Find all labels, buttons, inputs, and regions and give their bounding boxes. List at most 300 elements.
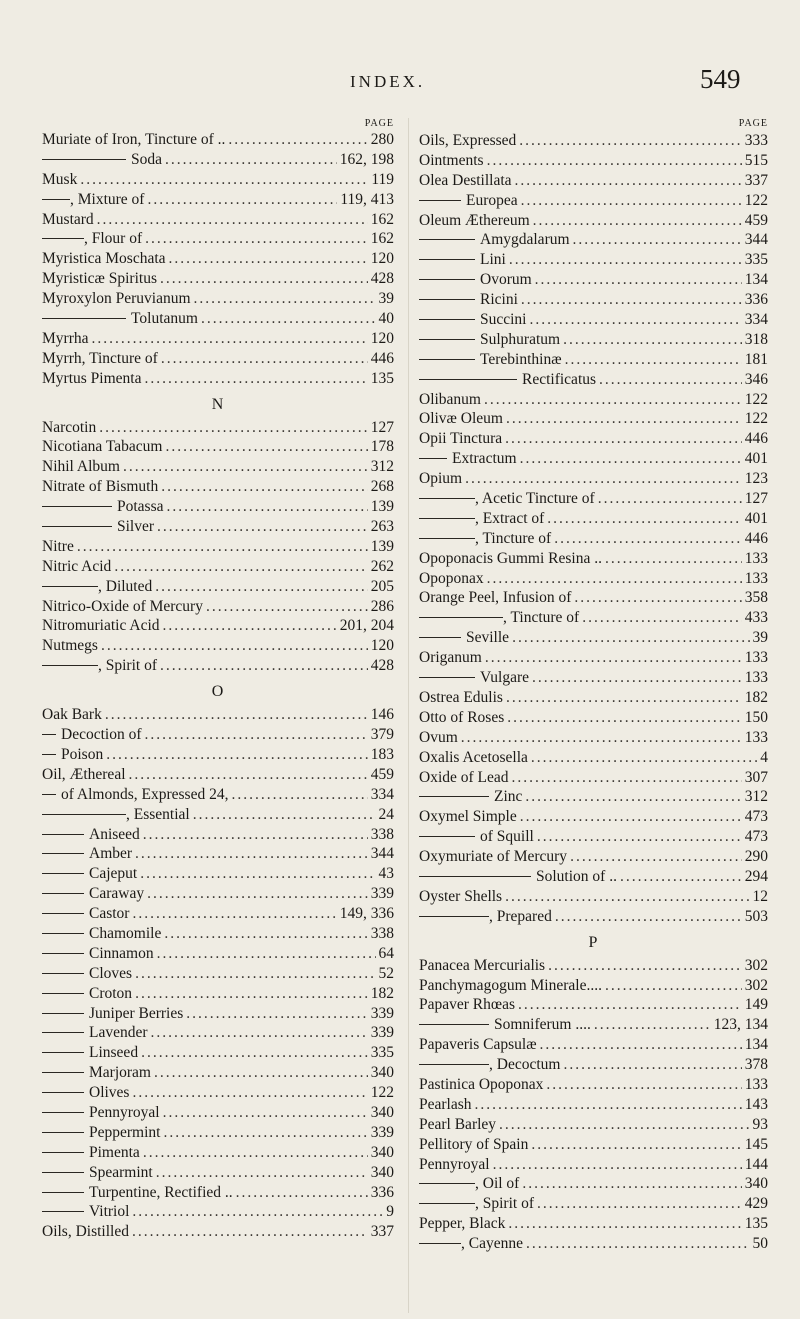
- ditto-rule: [42, 913, 84, 914]
- index-entry: [419, 668, 768, 688]
- dot-leader: [228, 130, 367, 150]
- entry-pages: 146: [370, 706, 394, 724]
- entry-term: Decoction of: [61, 726, 142, 744]
- entry-pages: 149, 336: [339, 905, 394, 923]
- dot-leader: [533, 211, 742, 231]
- dot-leader: [507, 708, 742, 728]
- ditto-rule: [419, 299, 475, 300]
- ditto-rule: [42, 993, 84, 994]
- index-entry: [419, 1135, 768, 1155]
- ditto-rule: [419, 836, 475, 837]
- dot-leader: [145, 229, 368, 249]
- entry-pages: 473: [744, 828, 768, 846]
- entry-pages: 262: [370, 557, 394, 575]
- entry-term: Amber: [89, 845, 133, 863]
- entry-pages: 12: [752, 887, 768, 905]
- ditto-rule: [42, 159, 126, 160]
- index-entry: [419, 1194, 768, 1214]
- entry-term: Castor: [89, 905, 130, 923]
- dot-leader: [548, 956, 742, 976]
- entry-pages: 312: [744, 788, 768, 806]
- entry-term: Ricini: [480, 291, 518, 309]
- entry-term: Opium: [419, 470, 463, 488]
- entry-pages: 43: [378, 865, 394, 883]
- page-column-heading: PAGE: [738, 118, 768, 129]
- entry-pages: 268: [370, 478, 394, 496]
- dot-leader: [547, 509, 741, 529]
- entry-pages: 162: [370, 210, 394, 228]
- ditto-rule: [419, 876, 531, 877]
- entry-term: Oil, Æthereal: [42, 765, 126, 783]
- ditto-rule: [42, 506, 112, 507]
- ditto-rule: [42, 526, 112, 527]
- entry-term: Turpentine, Rectified ..: [89, 1183, 233, 1201]
- entry-term: Cajeput: [89, 865, 138, 883]
- ditto-rule: [42, 1152, 84, 1153]
- index-entry: [419, 469, 768, 489]
- section-letter: P: [588, 933, 599, 951]
- index-entry: [42, 130, 394, 150]
- entry-pages: 337: [744, 171, 768, 189]
- entry-pages: 401: [744, 509, 768, 527]
- entry-pages: 358: [744, 589, 768, 607]
- dot-leader: [135, 844, 368, 864]
- entry-term: , Oil of: [475, 1175, 520, 1193]
- index-entry: [419, 370, 768, 390]
- entry-pages: 135: [370, 369, 394, 387]
- entry-term: Nitrico-Oxide of Mercury: [42, 597, 203, 615]
- entry-pages: 93: [752, 1115, 768, 1133]
- entry-term: Opoponax: [419, 569, 484, 587]
- index-entry: [419, 588, 768, 608]
- index-entry: [419, 191, 768, 211]
- index-entry: [419, 867, 768, 887]
- entry-pages: 133: [744, 1075, 768, 1093]
- index-entry: [42, 210, 394, 230]
- entry-term: Chamomile: [89, 924, 162, 942]
- entry-pages: 122: [744, 191, 768, 209]
- dot-leader: [140, 864, 375, 884]
- ditto-rule: [419, 319, 475, 320]
- entry-term: Lini: [480, 251, 506, 269]
- dot-leader: [132, 1222, 368, 1242]
- ditto-rule: [42, 1172, 84, 1173]
- entry-pages: 181: [744, 350, 768, 368]
- entry-pages: 40: [378, 310, 394, 328]
- index-entry: [42, 616, 394, 636]
- ditto-rule: [42, 318, 126, 319]
- ditto-rule: [419, 359, 475, 360]
- entry-term: Vitriol: [89, 1203, 130, 1221]
- dot-leader: [531, 748, 757, 768]
- entry-term: Papaveris Capsulæ: [419, 1036, 537, 1054]
- ditto-rule: [419, 259, 475, 260]
- entry-pages: 459: [370, 765, 394, 783]
- entry-term: Juniper Berries: [89, 1004, 184, 1022]
- entry-term: Papaver Rhœas: [419, 996, 515, 1014]
- entry-pages: 334: [370, 785, 394, 803]
- entry-pages: 133: [744, 549, 768, 567]
- entry-pages: 64: [378, 944, 394, 962]
- index-entry: [419, 976, 768, 996]
- entry-term: Poison: [61, 745, 104, 763]
- dot-leader: [505, 429, 742, 449]
- index-entry: [42, 557, 394, 577]
- dot-leader: [92, 329, 368, 349]
- index-entry: [419, 1115, 768, 1135]
- entry-term: Terebinthinæ: [480, 350, 562, 368]
- ditto-rule: [42, 1013, 84, 1014]
- entry-term: Ointments: [419, 151, 484, 169]
- dot-leader: [101, 636, 368, 656]
- entry-term: Somniferum ....: [494, 1016, 591, 1034]
- dot-leader: [201, 309, 376, 329]
- entry-pages: 144: [744, 1155, 768, 1173]
- entry-pages: 127: [370, 418, 394, 436]
- index-entry: [419, 409, 768, 429]
- dot-leader: [157, 517, 368, 537]
- entry-pages: 139: [370, 537, 394, 555]
- dot-leader: [99, 418, 368, 438]
- entry-term: Otto of Roses: [419, 708, 505, 726]
- ditto-rule: [42, 238, 84, 239]
- dot-leader: [193, 805, 376, 825]
- dot-leader: [519, 131, 741, 151]
- entry-pages: 459: [744, 211, 768, 229]
- entry-pages: 290: [744, 848, 768, 866]
- index-entry: [42, 1202, 394, 1222]
- dot-leader: [525, 787, 741, 807]
- entry-term: Nitrate of Bismuth: [42, 478, 159, 496]
- entry-term: Amygdalarum: [480, 231, 570, 249]
- entry-pages: 340: [370, 1064, 394, 1082]
- entry-pages: 134: [744, 271, 768, 289]
- entry-term: Myristica Moschata: [42, 250, 166, 268]
- index-entry: [42, 1083, 394, 1103]
- entry-pages: 201, 204: [339, 617, 394, 635]
- dot-leader: [563, 330, 742, 350]
- entry-term: Olea Destillata: [419, 171, 512, 189]
- ditto-rule: [419, 1243, 461, 1244]
- dot-leader: [144, 369, 367, 389]
- index-entry: [42, 597, 394, 617]
- dot-leader: [160, 269, 368, 289]
- entry-term: Oak Bark: [42, 706, 102, 724]
- ditto-rule: [419, 1024, 489, 1025]
- ditto-rule: [42, 199, 70, 200]
- index-entry: [419, 171, 768, 191]
- ditto-rule: [42, 1132, 84, 1133]
- dot-leader: [555, 907, 742, 927]
- index-entry: [42, 656, 394, 676]
- entry-pages: 294: [744, 867, 768, 885]
- entry-pages: 515: [744, 151, 768, 169]
- entry-pages: 401: [744, 450, 768, 468]
- page-number: 549: [700, 64, 741, 94]
- entry-pages: 134: [744, 1036, 768, 1054]
- entry-pages: 162, 198: [339, 150, 394, 168]
- dot-leader: [231, 785, 367, 805]
- index-entry: [419, 688, 768, 708]
- ditto-rule: [42, 953, 84, 954]
- entry-term: Aniseed: [89, 825, 140, 843]
- dot-leader: [475, 1095, 742, 1115]
- dot-leader: [620, 867, 742, 887]
- entry-term: Opoponacis Gummi Resina ..: [419, 549, 602, 567]
- dot-leader: [532, 668, 742, 688]
- entry-pages: 182: [744, 688, 768, 706]
- index-entry: [419, 995, 768, 1015]
- dot-leader: [97, 210, 368, 230]
- index-entry: [419, 449, 768, 469]
- index-entry: [42, 190, 394, 210]
- entry-term: , Tincture of: [503, 609, 580, 627]
- index-entry: [419, 728, 768, 748]
- entry-pages: 340: [370, 1163, 394, 1181]
- index-entry: [419, 787, 768, 807]
- entry-term: Cinnamon: [89, 944, 154, 962]
- dot-leader: [194, 289, 376, 309]
- index-entry: [42, 1163, 394, 1183]
- index-entry: [419, 956, 768, 976]
- entry-pages: 379: [370, 726, 394, 744]
- entry-pages: 143: [744, 1095, 768, 1113]
- dot-leader: [144, 725, 367, 745]
- index-list-right: [419, 131, 768, 1254]
- entry-term: Pennyroyal: [89, 1103, 160, 1121]
- dot-leader: [143, 1143, 368, 1163]
- dot-leader: [582, 608, 742, 628]
- dot-leader: [505, 887, 749, 907]
- dot-leader: [530, 310, 742, 330]
- index-entry: [419, 628, 768, 648]
- entry-pages: 339: [370, 1004, 394, 1022]
- entry-pages: 50: [752, 1235, 768, 1253]
- ditto-rule: [42, 1092, 84, 1093]
- index-entry: [419, 1095, 768, 1115]
- entry-term: Sulphuratum: [480, 330, 561, 348]
- index-entry: [42, 418, 394, 438]
- entry-pages: 339: [370, 1024, 394, 1042]
- ditto-rule: [42, 873, 84, 874]
- index-entry: [419, 151, 768, 171]
- entry-term: Orange Peel, Infusion of: [419, 589, 572, 607]
- entry-pages: 280: [370, 131, 394, 148]
- index-entry: [419, 131, 768, 151]
- entry-pages: 150: [744, 708, 768, 726]
- index-entry: [419, 1174, 768, 1194]
- entry-term: Oils, Distilled: [42, 1223, 129, 1241]
- entry-pages: 446: [744, 529, 768, 547]
- ditto-rule: [419, 339, 475, 340]
- dot-leader: [521, 191, 742, 211]
- entry-term: Spearmint: [89, 1163, 153, 1181]
- ditto-rule: [42, 853, 84, 854]
- entry-term: Succini: [480, 311, 527, 329]
- ditto-rule: [42, 734, 56, 735]
- dot-leader: [546, 1075, 741, 1095]
- dot-leader: [77, 537, 368, 557]
- dot-leader: [147, 190, 337, 210]
- entry-pages: 139: [370, 498, 394, 516]
- entry-term: Nitromuriatic Acid: [42, 617, 160, 635]
- entry-pages: 340: [744, 1175, 768, 1193]
- entry-pages: 335: [744, 251, 768, 269]
- index-entry: [42, 1123, 394, 1143]
- entry-pages: 346: [744, 370, 768, 388]
- entry-pages: 340: [370, 1103, 394, 1121]
- entry-term: , Tincture of: [475, 529, 552, 547]
- index-entry: [419, 1234, 768, 1254]
- dot-leader: [465, 469, 742, 489]
- index-entry: [42, 785, 394, 805]
- entry-term: Nihil Album: [42, 458, 120, 476]
- index-entry: [42, 437, 394, 457]
- index-entry: [419, 230, 768, 250]
- entry-pages: 149: [744, 996, 768, 1014]
- index-entry: [42, 1183, 394, 1203]
- index-entry: [42, 309, 394, 329]
- index-entry: [419, 429, 768, 449]
- index-entry: [42, 150, 394, 170]
- ditto-rule: [42, 1112, 84, 1113]
- dot-leader: [163, 1103, 368, 1123]
- entry-term: Croton: [89, 984, 133, 1002]
- entry-term: Panacea Mercurialis: [419, 956, 546, 974]
- index-entry: [419, 310, 768, 330]
- index-entry: [419, 1155, 768, 1175]
- entry-term: Nitre: [42, 537, 74, 555]
- dot-leader: [605, 549, 742, 569]
- ditto-rule: [42, 665, 98, 666]
- index-column-left: [42, 118, 394, 1242]
- entry-pages: 336: [370, 1183, 394, 1201]
- index-entry: [42, 805, 394, 825]
- index-entry: [42, 864, 394, 884]
- ditto-rule: [419, 1183, 475, 1184]
- entry-pages: 307: [744, 768, 768, 786]
- entry-term: Oxymel Simple: [419, 808, 517, 826]
- index-entry: [419, 509, 768, 529]
- ditto-rule: [42, 834, 84, 835]
- entry-term: Ovum: [419, 728, 458, 746]
- ditto-rule: [42, 794, 56, 795]
- dot-leader: [80, 170, 368, 190]
- dot-leader: [565, 350, 742, 370]
- entry-term: Lavender: [89, 1024, 148, 1042]
- entry-term: Nutmegs: [42, 637, 98, 655]
- entry-pages: 312: [370, 458, 394, 476]
- dot-leader: [156, 1163, 368, 1183]
- dot-leader: [186, 1004, 367, 1024]
- index-entry: [419, 887, 768, 907]
- index-entry: [419, 489, 768, 509]
- entry-term: Rectificatus: [522, 370, 597, 388]
- entry-term: Pearlash: [419, 1095, 472, 1113]
- entry-pages: 24: [378, 805, 394, 823]
- index-entry: [419, 1015, 768, 1035]
- dot-leader: [512, 768, 742, 788]
- entry-pages: 182: [370, 984, 394, 1002]
- index-entry: [42, 1023, 394, 1043]
- dot-leader: [509, 250, 742, 270]
- dot-leader: [499, 1115, 749, 1135]
- ditto-rule: [42, 754, 56, 755]
- entry-pages: 446: [370, 349, 394, 367]
- ditto-rule: [419, 637, 461, 638]
- index-entry: [42, 705, 394, 725]
- entry-pages: 123: [744, 470, 768, 488]
- index-entry: [42, 765, 394, 785]
- entry-term: , Mixture of: [70, 190, 145, 208]
- dot-leader: [520, 449, 742, 469]
- entry-pages: 337: [370, 1223, 394, 1241]
- entry-term: Oxymuriate of Mercury: [419, 848, 568, 866]
- entry-term: Nitric Acid: [42, 557, 112, 575]
- dot-leader: [599, 370, 742, 390]
- entry-term: Solution of ..: [536, 867, 617, 885]
- entry-pages: 133: [744, 649, 768, 667]
- dot-leader: [154, 1063, 368, 1083]
- dot-leader: [135, 964, 375, 984]
- entry-term: Pimenta: [89, 1143, 140, 1161]
- index-entry: [42, 229, 394, 249]
- dot-leader: [554, 529, 742, 549]
- entry-pages: 4: [760, 748, 768, 766]
- dot-leader: [484, 390, 742, 410]
- dot-leader: [129, 765, 368, 785]
- dot-leader: [461, 728, 742, 748]
- entry-pages: 318: [744, 330, 768, 348]
- entry-term: Cloves: [89, 964, 133, 982]
- entry-term: Oils, Expressed: [419, 132, 517, 149]
- entry-term: Potassa: [117, 498, 164, 516]
- entry-term: Peppermint: [89, 1123, 161, 1141]
- index-entry: [42, 904, 394, 924]
- index-entry: [42, 725, 394, 745]
- index-entry: [42, 369, 394, 389]
- index-entry: [419, 708, 768, 728]
- entry-pages: 119, 413: [340, 190, 394, 208]
- ditto-rule: [419, 239, 475, 240]
- ditto-rule: [419, 677, 475, 678]
- dot-leader: [570, 847, 742, 867]
- index-entry: [419, 827, 768, 847]
- entry-term: Opii Tinctura: [419, 430, 503, 448]
- page-column-heading: PAGE: [364, 118, 394, 129]
- dot-leader: [143, 825, 368, 845]
- index-entry: [419, 211, 768, 231]
- entry-pages: 133: [744, 569, 768, 587]
- dot-leader: [563, 1055, 741, 1075]
- entry-term: Pearl Barley: [419, 1115, 497, 1133]
- dot-leader: [520, 807, 742, 827]
- dot-leader: [531, 1135, 741, 1155]
- entry-term: Nicotiana Tabacum: [42, 438, 163, 456]
- dot-leader: [106, 745, 368, 765]
- entry-term: Narcotin: [42, 418, 97, 436]
- index-entry: [42, 1043, 394, 1063]
- dot-leader: [594, 1015, 711, 1035]
- entry-term: Ostrea Edulis: [419, 688, 503, 706]
- entry-term: Tolutanum: [131, 310, 198, 328]
- index-entry: [42, 924, 394, 944]
- index-entry: [419, 748, 768, 768]
- entry-pages: 302: [744, 976, 768, 994]
- dot-leader: [141, 1043, 368, 1063]
- ditto-rule: [42, 1072, 84, 1073]
- entry-term: Mustard: [42, 210, 94, 228]
